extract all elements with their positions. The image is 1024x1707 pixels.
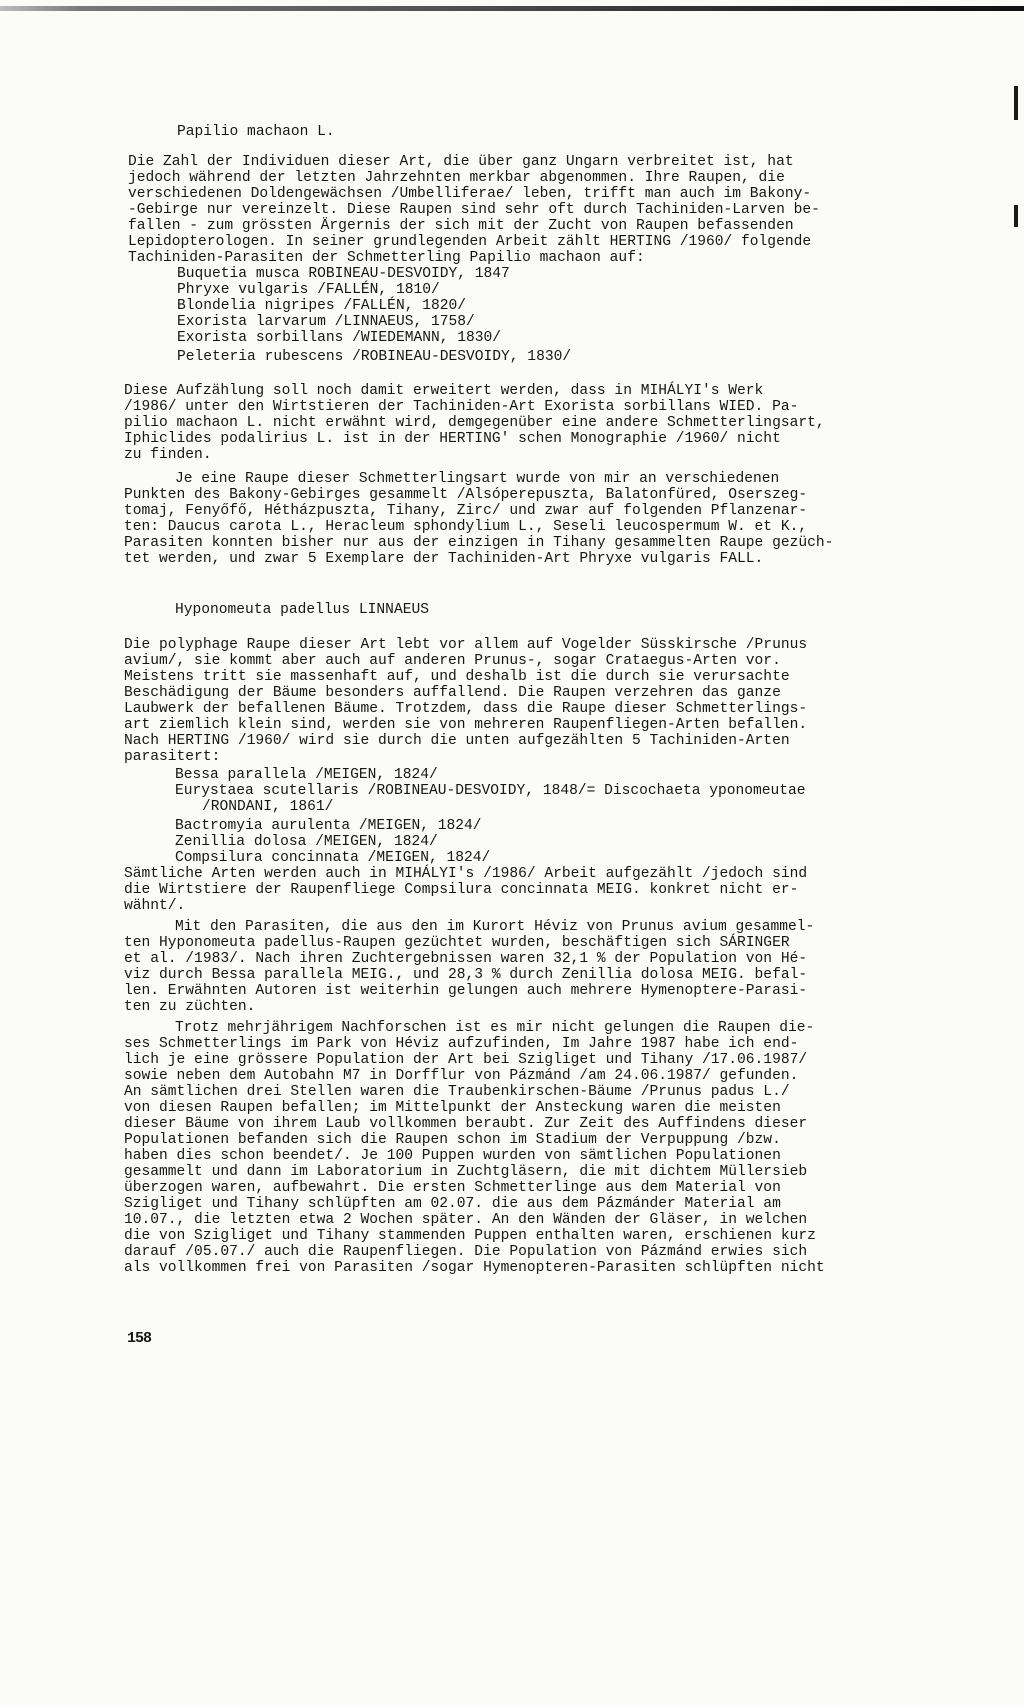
text-line: sowie neben dem Autobahn M7 in Dorfflur von Pázmánd /am 24.06.1987/ gefunden.	[124, 1068, 799, 1084]
text-line: gesammelt und dann im Laboratorium in Zuchtgläsern, die mit dichtem Müllersieb	[124, 1164, 808, 1180]
text-line: als vollkommen frei von Parasiten /sogar Hymenopteren-Parasiten schlüpften nicht	[124, 1260, 825, 1276]
text-line: pilio machaon L. nicht erwähnt wird, demgegenüber eine andere Schmetterlingsart,	[124, 415, 825, 431]
text-line: Nach HERTING /1960/ wird sie durch die unten aufgezählten 5 Tachiniden-Arten	[124, 733, 790, 749]
text-line: Je eine Raupe dieser Schmetterlingsart wurde von mir an verschiedenen	[175, 471, 780, 487]
text-line: Trotz mehrjährigem Nachforschen ist es mir nicht gelungen die Raupen die-	[175, 1020, 815, 1036]
text-line: darauf /05.07./ auch die Raupenfliegen. Die Population von Pázmánd erwies sich	[124, 1244, 808, 1260]
text-line: Die Zahl der Individuen dieser Art, die über ganz Ungarn verbreitet ist, hat	[128, 154, 794, 170]
text-line: dieser Bäume von ihrem Laub vollkommen beraubt. Zur Zeit des Auffindens dieser	[124, 1116, 808, 1132]
papilio-intro-paragraph	[0, 74, 1024, 266]
papilio-parasite-list	[0, 252, 1024, 371]
text-line: Szigliget und Tihany schlüpften am 02.07. die aus dem Pázmánder Material am	[124, 1196, 781, 1212]
text-line: /1986/ unter den Wirtstieren der Tachiniden-Art Exorista sorbillans WIED. Pa-	[124, 399, 799, 415]
list-item: Bessa parallela /MEIGEN, 1824/	[175, 767, 438, 783]
text-line: Mit den Parasiten, die aus den im Kurort Héviz von Prunus avium gesammel-	[175, 919, 815, 935]
text-line: Populationen befanden sich die Raupen schon im Stadium der Verpuppung /bzw.	[124, 1132, 781, 1148]
section-heading-hyponomeuta: Hyponomeuta padellus LINNAEUS	[175, 602, 429, 618]
text-line: Laubwerk der befallenen Bäume. Trotzdem, dass die Raupe dieser Schmetterlings-	[124, 701, 808, 717]
list-item: Phryxe vulgaris /FALLÉN, 1810/	[177, 282, 440, 298]
text-line: tet werden, und zwar 5 Exemplare der Tachiniden-Art Phryxe vulgaris FALL.	[124, 551, 764, 567]
text-line: zu finden.	[124, 447, 212, 463]
text-line: jedoch während der letzten Jahrzehnten merkbar abgenommen. Ihre Raupen, die	[128, 170, 785, 186]
text-line: von diesen Raupen befallen; im Mittelpunkt der Ansteckung waren die meisten	[124, 1100, 781, 1116]
text-line: viz durch Bessa parallela MEIG., und 28,3 % durch Zenillia dolosa MEIG. befal-	[124, 967, 808, 983]
text-line: lich je eine grössere Population der Art bei Szigliget und Tihany /17.06.1987/	[124, 1052, 808, 1068]
text-line: ten Hyponomeuta padellus-Raupen gezüchtet wurden, beschäftigen sich SÁRINGER	[124, 935, 790, 951]
list-item: Compsilura concinnata /MEIGEN, 1824/	[175, 850, 491, 866]
list-item: Bactromyia aurulenta /MEIGEN, 1824/	[175, 818, 482, 834]
list-item: Exorista sorbillans /WIEDEMANN, 1830/	[177, 330, 502, 346]
text-line: Die polyphage Raupe dieser Art lebt vor allem auf Vogelder Süsskirsche /Prunus	[124, 637, 808, 653]
text-line: avium/, sie kommt aber auch auf anderen Prunus-, sogar Crataegus-Arten vor.	[124, 653, 781, 669]
text-line: fallen - zum grössten Ärgernis der sich mit der Zucht von Raupen befassenden	[128, 218, 794, 234]
text-line: 10.07., die letzten etwa 2 Wochen später. An den Wänden der Gläser, in welchen	[124, 1212, 808, 1228]
text-line: ten: Daucus carota L., Heracleum sphondylium L., Seseli leucospermum W. et K.,	[124, 519, 808, 535]
text-line: überzogen waren, aufbewahrt. Die ersten Schmetterlinge aus dem Material von	[124, 1180, 781, 1196]
text-line: ses Schmetterlings im Park von Héviz aufzufinden, Im Jahre 1987 habe ich end-	[124, 1036, 799, 1052]
text-line: parasitert:	[124, 749, 221, 765]
text-line: verschiedenen Doldengewächsen /Umbelliferae/ leben, trifft man auch im Bakony-	[128, 186, 812, 202]
text-line: Punkten des Bakony-Gebirges gesammelt /Alsóperepuszta, Balatonfüred, Oserszeg-	[124, 487, 808, 503]
text-line: Beschädigung der Bäume besonders auffallend. Die Raupen verzehren das ganze	[124, 685, 781, 701]
text-line: Diese Aufzählung soll noch damit erweitert werden, dass in MIHÁLYI's Werk	[124, 383, 764, 399]
section-heading-papilio: Papilio machaon L.	[177, 124, 335, 140]
list-item: /RONDANI, 1861/	[202, 799, 334, 815]
text-line: wähnt/.	[124, 898, 186, 914]
text-line: Tachiniden-Parasiten der Schmetterling Papilio machaon auf:	[128, 250, 645, 266]
list-item: Eurystaea scutellaris /ROBINEAU-DESVOIDY, 1848/= Discochaeta yponomeutae	[175, 783, 806, 799]
text-line: ten zu züchten.	[124, 999, 256, 1015]
text-line: Lepidopterologen. In seiner grundlegenden Arbeit zählt HERTING /1960/ folgende	[128, 234, 812, 250]
list-item: Buquetia musca ROBINEAU-DESVOIDY, 1847	[177, 266, 510, 282]
list-item: Exorista larvarum /LINNAEUS, 1758/	[177, 314, 475, 330]
text-line: Sämtliche Arten werden auch in MIHÁLYI's /1986/ Arbeit aufgezählt /jedoch sind	[124, 866, 808, 882]
text-line: haben dies schon beendet/. Je 100 Puppen wurden von sämtlichen Populationen	[124, 1148, 781, 1164]
list-item: Peleteria rubescens /ROBINEAU-DESVOIDY, 1830/	[177, 349, 572, 365]
page-number: 158	[127, 1330, 152, 1347]
list-item: Blondelia nigripes /FALLÉN, 1820/	[177, 298, 467, 314]
text-line: -Gebirge nur vereinzelt. Diese Raupen sind sehr oft durch Tachiniden-Larven be-	[128, 202, 820, 218]
text-line: Iphiclides podalirius L. ist in der HERTING' schen Monographie /1960/ nicht	[124, 431, 781, 447]
text-line: et al. /1983/. Nach ihren Zuchtergebnissen waren 32,1 % der Population von Hé-	[124, 951, 808, 967]
text-line: die von Szigliget und Tihany stammenden Puppen enthalten waren, erschienen kurz	[124, 1228, 816, 1244]
text-line: die Wirtstiere der Raupenfliege Compsilura concinnata MEIG. konkret nicht er-	[124, 882, 799, 898]
text-line: tomaj, Fenyőfő, Hétházpuszta, Tihany, Zirc/ und zwar auf folgenden Pflanzenar-	[124, 503, 808, 519]
list-item: Zenillia dolosa /MEIGEN, 1824/	[175, 834, 438, 850]
text-line: art ziemlich klein sind, werden sie von mehreren Raupenfliegen-Arten befallen.	[124, 717, 808, 733]
text-line: len. Erwähnten Autoren ist weiterhin gelungen auch mehrere Hymenoptere-Parasi-	[124, 983, 808, 999]
text-line: An sämtlichen drei Stellen waren die Traubenkirschen-Bäume /Prunus padus L./	[124, 1084, 790, 1100]
text-line: Meistens tritt sie massenhaft auf, und deshalb ist die durch sie verursachte	[124, 669, 790, 685]
text-line: Parasiten konnten bisher nur aus der einzigen in Tihany gesammelten Raupe gezüch-	[124, 535, 834, 551]
